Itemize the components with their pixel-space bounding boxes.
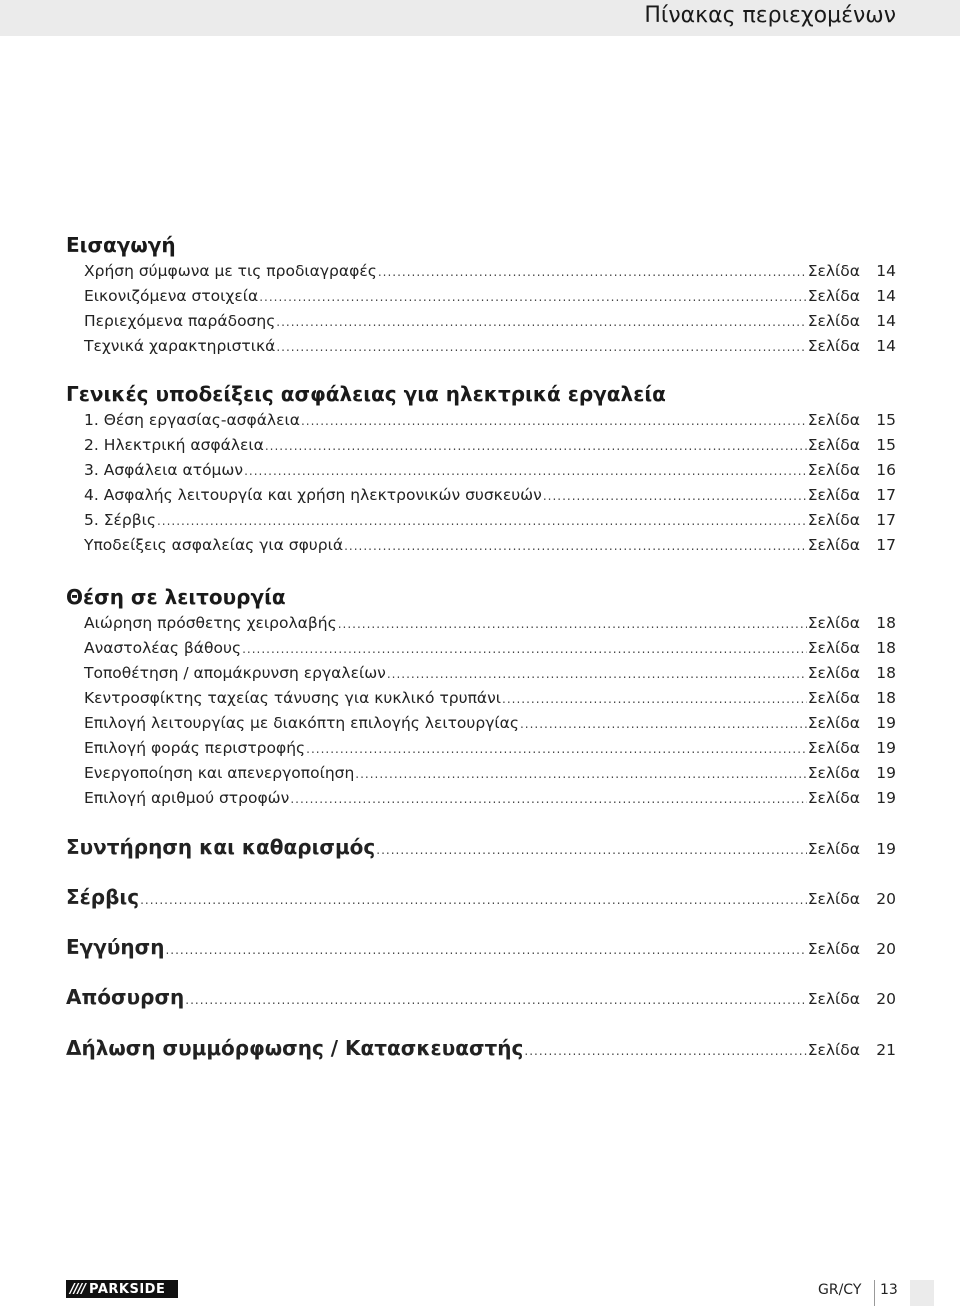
dot-leader (387, 663, 807, 685)
dot-leader (290, 788, 806, 810)
dot-leader (301, 410, 807, 432)
page-word: Σελίδα (807, 840, 860, 858)
dot-leader (376, 839, 806, 861)
corner-box (910, 1280, 934, 1306)
dot-leader (355, 763, 806, 785)
dot-leader (244, 460, 807, 482)
logo-slashes: //// (70, 1281, 85, 1297)
dot-leader (378, 261, 807, 283)
section-title-operation: Θέση σε λειτουργία (66, 585, 286, 609)
entry-label: Ενεργοποίηση και απενεργοποίηση (84, 764, 355, 782)
page-number: 19 (876, 789, 896, 807)
toc-main-entry[interactable] (66, 1037, 896, 1062)
page-word: Σελίδα (807, 536, 860, 554)
entry-label: Περιεχόμενα παράδοσης (84, 312, 276, 330)
entry-label: Επιλογή φοράς περιστροφής (84, 739, 306, 757)
toc-entry[interactable] (84, 712, 896, 735)
toc-entry[interactable] (84, 335, 896, 358)
page-word: Σελίδα (807, 739, 860, 757)
page-word: Σελίδα (807, 262, 860, 280)
section-title-introduction: Εισαγωγή (66, 233, 176, 257)
toc-entry[interactable] (84, 260, 896, 283)
toc-entry[interactable] (84, 285, 896, 308)
toc-main-entry[interactable] (66, 936, 896, 961)
entry-label: Σέρβις (66, 885, 140, 909)
page-number: 20 (876, 940, 896, 958)
entry-label: Κεντροσφίκτης ταχείας τάνυσης για κυκλικό τρυπάνι (84, 689, 502, 707)
page-number-footer: 13 (880, 1282, 898, 1298)
page-number: 14 (876, 337, 896, 355)
section-title-safety: Γενικές υποδείξεις ασφάλειας για ηλεκτρικά εργαλεία (66, 382, 666, 406)
toc-main-entry[interactable] (66, 986, 896, 1011)
entry-label: Απόσυρση (66, 985, 185, 1009)
page-title: Πίνακας περιεχομένων (644, 3, 896, 28)
toc-entry[interactable] (84, 409, 896, 432)
toc-main-entry[interactable] (66, 836, 896, 861)
page-number: 16 (876, 461, 896, 479)
toc-entry[interactable] (84, 662, 896, 685)
page-number: 15 (876, 436, 896, 454)
language-code: GR/CY (818, 1282, 862, 1298)
page-number: 21 (876, 1041, 896, 1059)
dot-leader (520, 713, 807, 735)
page-word: Σελίδα (807, 511, 860, 529)
dot-leader (276, 311, 806, 333)
page-word: Σελίδα (807, 940, 860, 958)
entry-label: Τεχνικά χαρακτηριστικά (84, 337, 276, 355)
entry-label: Χρήση σύμφωνα με τις προδιαγραφές (84, 262, 377, 280)
page-word: Σελίδα (807, 312, 860, 330)
dot-leader (306, 738, 807, 760)
dot-leader (502, 688, 807, 710)
logo-text: PARKSIDE (89, 1281, 166, 1297)
page-number: 17 (876, 511, 896, 529)
page-word: Σελίδα (807, 614, 860, 632)
dot-leader (157, 510, 807, 532)
page-word: Σελίδα (807, 1041, 860, 1059)
entry-label: 2. Ηλεκτρική ασφάλεια (84, 436, 264, 454)
toc-entry[interactable] (84, 509, 896, 532)
page-number: 19 (876, 714, 896, 732)
toc-entry[interactable] (84, 434, 896, 457)
page-number: 17 (876, 536, 896, 554)
page-number: 14 (876, 262, 896, 280)
entry-label: Εικονιζόμενα στοιχεία (84, 287, 259, 305)
entry-label: 4. Ασφαλής λειτουργία και χρήση ηλεκτρονικών συσκευών (84, 486, 542, 504)
page-word: Σελίδα (807, 764, 860, 782)
page-word: Σελίδα (807, 714, 860, 732)
entry-label: Επιλογή αριθμού στροφών (84, 789, 290, 807)
dot-leader (344, 535, 807, 557)
entry-label: Εγγύηση (66, 935, 165, 959)
page-number: 18 (876, 664, 896, 682)
page-number: 14 (876, 287, 896, 305)
toc-entry[interactable] (84, 484, 896, 507)
page-word: Σελίδα (807, 287, 860, 305)
page-number: 14 (876, 312, 896, 330)
page-word: Σελίδα (807, 436, 860, 454)
page-number: 19 (876, 840, 896, 858)
page-number: 20 (876, 990, 896, 1008)
dot-leader (524, 1040, 806, 1062)
page-word: Σελίδα (807, 990, 860, 1008)
toc-entry[interactable] (84, 534, 896, 557)
dot-leader (165, 939, 806, 961)
page-number: 15 (876, 411, 896, 429)
toc-entry[interactable] (84, 787, 896, 810)
page-word: Σελίδα (807, 411, 860, 429)
dot-leader (185, 989, 806, 1011)
entry-label: Τοποθέτηση / απομάκρυνση εργαλείων (84, 664, 386, 682)
toc-entry[interactable] (84, 762, 896, 785)
entry-label: 5. Σέρβις (84, 511, 156, 529)
dot-leader (338, 613, 807, 635)
page-word: Σελίδα (807, 689, 860, 707)
toc-entry[interactable] (84, 310, 896, 333)
page-number: 19 (876, 764, 896, 782)
page-number: 18 (876, 614, 896, 632)
toc-main-entry[interactable] (66, 886, 896, 911)
toc-entry[interactable] (84, 637, 896, 660)
page-number: 19 (876, 739, 896, 757)
page-word: Σελίδα (807, 639, 860, 657)
page-word: Σελίδα (807, 890, 860, 908)
entry-label: 1. Θέση εργασίας-ασφάλεια (84, 411, 300, 429)
entry-label: Υποδείξεις ασφαλείας για σφυριά (84, 536, 344, 554)
entry-label: Αναστολέας βάθους (84, 639, 242, 657)
page-number: 17 (876, 486, 896, 504)
toc-entry[interactable] (84, 737, 896, 760)
dot-leader (140, 889, 807, 911)
toc-entry[interactable] (84, 612, 896, 635)
dot-leader (276, 336, 806, 358)
page-word: Σελίδα (807, 664, 860, 682)
dot-leader (265, 435, 807, 457)
page-number: 18 (876, 639, 896, 657)
page-number: 18 (876, 689, 896, 707)
entry-label: Επιλογή λειτουργίας με διακόπτη επιλογής λειτουργίας (84, 714, 519, 732)
entry-label: Δήλωση συμμόρφωσης / Κατασκευαστής (66, 1036, 524, 1060)
toc-entry[interactable] (84, 459, 896, 482)
page-word: Σελίδα (807, 486, 860, 504)
entry-label: Αιώρηση πρόσθετης χειρολαβής (84, 614, 337, 632)
page-word: Σελίδα (807, 337, 860, 355)
toc-entry[interactable] (84, 687, 896, 710)
dot-leader (259, 286, 807, 308)
dot-leader (242, 638, 807, 660)
page-footer (0, 1280, 960, 1309)
footer-divider (874, 1280, 875, 1306)
page-number: 20 (876, 890, 896, 908)
entry-label: 3. Ασφάλεια ατόμων (84, 461, 244, 479)
entry-label: Συντήρηση και καθαρισμός (66, 835, 376, 859)
page-word: Σελίδα (807, 789, 860, 807)
dot-leader (543, 485, 807, 507)
page-word: Σελίδα (807, 461, 860, 479)
parkside-logo (66, 1280, 178, 1298)
